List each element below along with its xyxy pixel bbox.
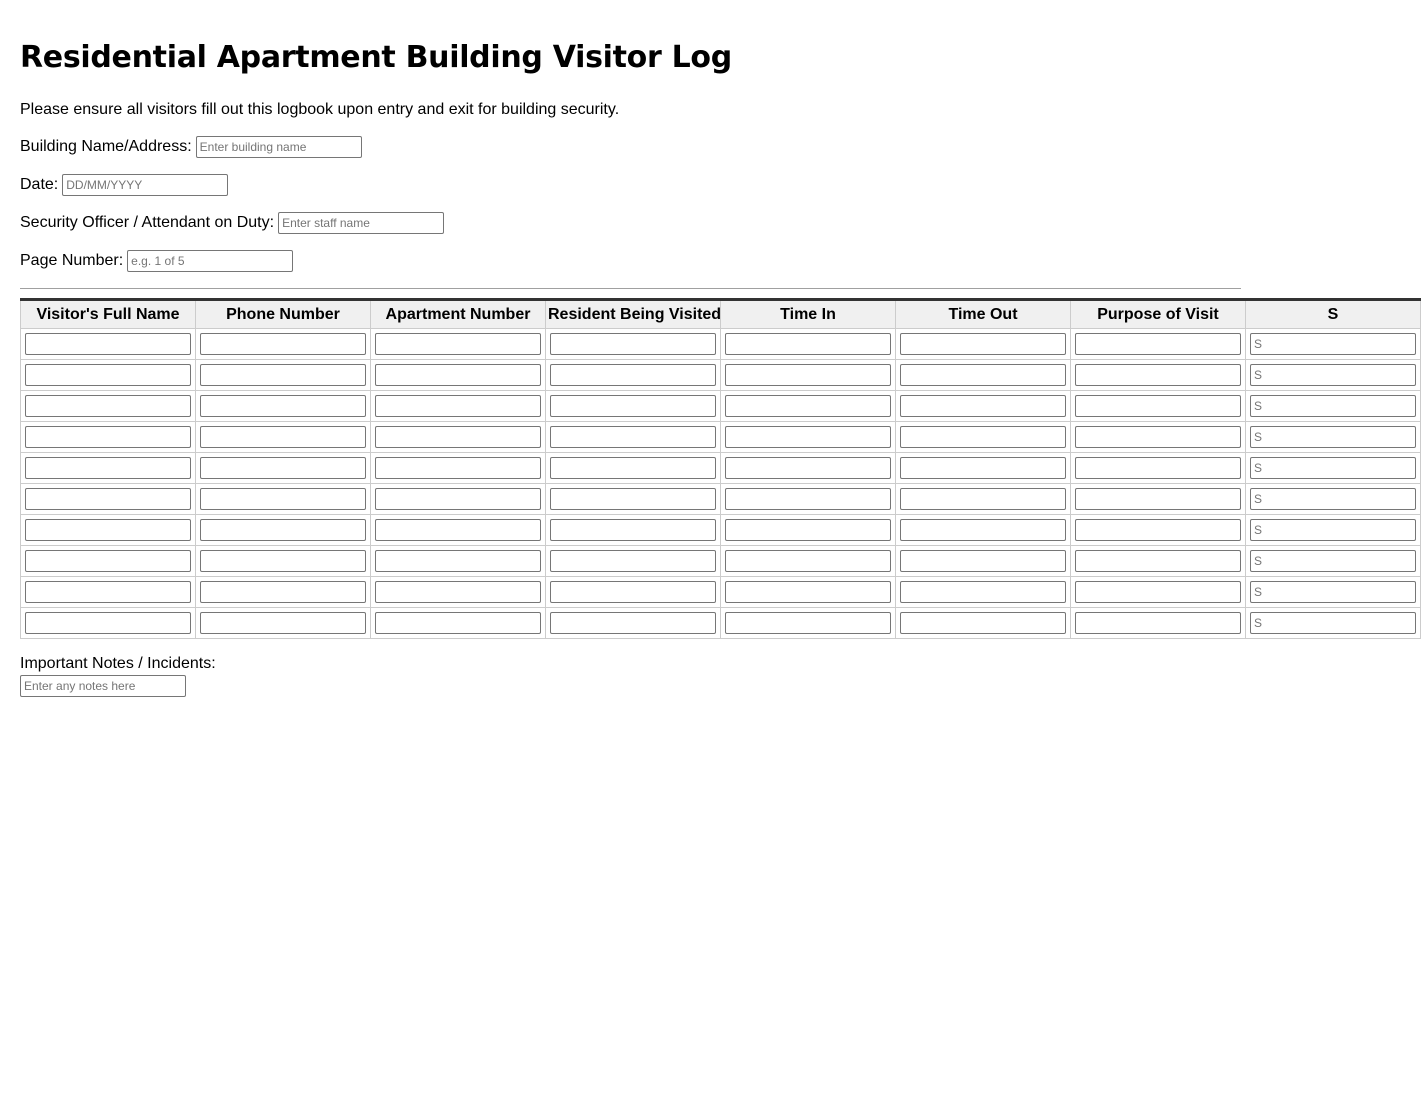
table-row <box>21 453 1421 484</box>
officer-input[interactable] <box>278 212 444 234</box>
table-cell-purpose <box>1071 515 1246 546</box>
table-cell-apartment <box>371 391 546 422</box>
building-field-row <box>20 136 362 158</box>
signature-input[interactable] <box>1250 395 1416 417</box>
resident-input[interactable] <box>550 364 716 386</box>
table-header-row <box>21 300 1421 329</box>
table-cell-purpose <box>1071 391 1246 422</box>
table-cell-time-out <box>896 546 1071 577</box>
time-out-input[interactable] <box>900 333 1066 355</box>
table-cell-time-out <box>896 391 1071 422</box>
visitor-name-input[interactable] <box>25 457 191 479</box>
apartment-input[interactable] <box>375 457 541 479</box>
notes-label: Important Notes / Incidents: <box>20 655 216 672</box>
visitor-name-input[interactable] <box>25 364 191 386</box>
table-body <box>21 329 1421 639</box>
signature-input[interactable] <box>1250 457 1416 479</box>
table-cell-time-out <box>896 608 1071 639</box>
col-header-time-out: Time Out <box>896 300 1071 329</box>
apartment-input[interactable] <box>375 550 541 572</box>
table-cell-purpose <box>1071 484 1246 515</box>
time-out-input[interactable] <box>900 364 1066 386</box>
table-cell-resident <box>546 391 721 422</box>
table-cell-phone <box>196 391 371 422</box>
purpose-input[interactable] <box>1075 395 1241 417</box>
table-cell-resident <box>546 608 721 639</box>
table-cell-purpose <box>1071 453 1246 484</box>
col-header-resident: Resident Being Visited <box>546 300 721 329</box>
time-out-input[interactable] <box>900 519 1066 541</box>
table-cell-resident <box>546 484 721 515</box>
apartment-input[interactable] <box>375 395 541 417</box>
signature-input[interactable] <box>1250 612 1416 634</box>
phone-input[interactable] <box>200 395 366 417</box>
table-cell-purpose <box>1071 422 1246 453</box>
table-cell-time-in <box>721 546 896 577</box>
signature-input[interactable] <box>1250 426 1416 448</box>
page-title: Residential Apartment Building Visitor Log <box>20 40 732 75</box>
table-cell-resident <box>546 453 721 484</box>
time-in-input[interactable] <box>725 395 891 417</box>
resident-input[interactable] <box>550 457 716 479</box>
phone-input[interactable] <box>200 457 366 479</box>
col-header-apartment: Apartment Number <box>371 300 546 329</box>
phone-input[interactable] <box>200 488 366 510</box>
date-field-row <box>20 174 228 196</box>
visitor-name-input[interactable] <box>25 333 191 355</box>
signature-input[interactable] <box>1250 581 1416 603</box>
table-cell-time-in <box>721 329 896 360</box>
table-row <box>21 484 1421 515</box>
table-row <box>21 391 1421 422</box>
visitor-name-input[interactable] <box>25 488 191 510</box>
table-cell-visitor-name <box>21 360 196 391</box>
time-out-input[interactable] <box>900 581 1066 603</box>
visitor-name-input[interactable] <box>25 395 191 417</box>
table-cell-resident <box>546 329 721 360</box>
table-cell-apartment <box>371 484 546 515</box>
table-cell-resident <box>546 546 721 577</box>
table-cell-signature <box>1246 391 1421 422</box>
phone-input[interactable] <box>200 581 366 603</box>
visitor-name-input[interactable] <box>25 581 191 603</box>
intro-text: Please ensure all visitors fill out this logbook upon entry and exit for building security. <box>20 101 620 118</box>
table-cell-time-in <box>721 608 896 639</box>
table-cell-signature <box>1246 546 1421 577</box>
table-cell-apartment <box>371 422 546 453</box>
table-row <box>21 329 1421 360</box>
table-cell-phone <box>196 329 371 360</box>
apartment-input[interactable] <box>375 333 541 355</box>
col-header-phone: Phone Number <box>196 300 371 329</box>
time-in-input[interactable] <box>725 426 891 448</box>
table-cell-phone <box>196 484 371 515</box>
phone-input[interactable] <box>200 333 366 355</box>
col-header-signature: S <box>1246 300 1421 329</box>
purpose-input[interactable] <box>1075 519 1241 541</box>
apartment-input[interactable] <box>375 581 541 603</box>
table-cell-time-in <box>721 577 896 608</box>
table-cell-signature <box>1246 422 1421 453</box>
table-cell-apartment <box>371 329 546 360</box>
table-row <box>21 422 1421 453</box>
resident-input[interactable] <box>550 519 716 541</box>
table-cell-signature <box>1246 329 1421 360</box>
phone-input[interactable] <box>200 519 366 541</box>
page-number-input[interactable] <box>127 250 293 272</box>
table-cell-purpose <box>1071 608 1246 639</box>
notes-input[interactable] <box>20 675 186 697</box>
signature-input[interactable] <box>1250 550 1416 572</box>
table-cell-phone <box>196 577 371 608</box>
table-cell-phone <box>196 608 371 639</box>
table-cell-time-in <box>721 422 896 453</box>
visitor-name-input[interactable] <box>25 426 191 448</box>
phone-input[interactable] <box>200 612 366 634</box>
time-in-input[interactable] <box>725 581 891 603</box>
signature-input[interactable] <box>1250 364 1416 386</box>
table-cell-apartment <box>371 360 546 391</box>
table-cell-phone <box>196 453 371 484</box>
table-cell-visitor-name <box>21 577 196 608</box>
table-cell-visitor-name <box>21 422 196 453</box>
resident-input[interactable] <box>550 395 716 417</box>
resident-input[interactable] <box>550 612 716 634</box>
resident-input[interactable] <box>550 581 716 603</box>
officer-field-row <box>20 212 444 234</box>
table-cell-time-in <box>721 391 896 422</box>
table-cell-visitor-name <box>21 546 196 577</box>
table-row <box>21 546 1421 577</box>
visitor-name-input[interactable] <box>25 550 191 572</box>
building-input[interactable] <box>196 136 362 158</box>
table-cell-visitor-name <box>21 608 196 639</box>
purpose-input[interactable] <box>1075 457 1241 479</box>
table-cell-signature <box>1246 608 1421 639</box>
table-row <box>21 360 1421 391</box>
time-out-input[interactable] <box>900 395 1066 417</box>
purpose-input[interactable] <box>1075 581 1241 603</box>
apartment-input[interactable] <box>375 488 541 510</box>
table-cell-purpose <box>1071 546 1246 577</box>
table-cell-phone <box>196 360 371 391</box>
table-cell-resident <box>546 577 721 608</box>
phone-input[interactable] <box>200 426 366 448</box>
time-in-input[interactable] <box>725 612 891 634</box>
table-cell-purpose <box>1071 329 1246 360</box>
table-cell-time-out <box>896 515 1071 546</box>
resident-input[interactable] <box>550 426 716 448</box>
visitor-name-input[interactable] <box>25 612 191 634</box>
table-cell-visitor-name <box>21 453 196 484</box>
table-row <box>21 577 1421 608</box>
table-cell-purpose <box>1071 360 1246 391</box>
table-cell-time-in <box>721 515 896 546</box>
table-row <box>21 608 1421 639</box>
time-out-input[interactable] <box>900 457 1066 479</box>
resident-input[interactable] <box>550 550 716 572</box>
table-cell-time-out <box>896 577 1071 608</box>
table-cell-resident <box>546 360 721 391</box>
purpose-input[interactable] <box>1075 426 1241 448</box>
col-header-purpose: Purpose of Visit <box>1071 300 1246 329</box>
time-in-input[interactable] <box>725 488 891 510</box>
signature-input[interactable] <box>1250 333 1416 355</box>
col-header-visitor-name: Visitor's Full Name <box>21 300 196 329</box>
table-cell-time-out <box>896 422 1071 453</box>
time-out-input[interactable] <box>900 612 1066 634</box>
table-cell-apartment <box>371 546 546 577</box>
table-cell-signature <box>1246 360 1421 391</box>
time-in-input[interactable] <box>725 550 891 572</box>
col-header-time-in: Time In <box>721 300 896 329</box>
table-cell-time-out <box>896 484 1071 515</box>
section-divider <box>20 288 1241 289</box>
visitor-name-input[interactable] <box>25 519 191 541</box>
table-cell-phone <box>196 546 371 577</box>
purpose-input[interactable] <box>1075 550 1241 572</box>
apartment-input[interactable] <box>375 426 541 448</box>
table-cell-signature <box>1246 515 1421 546</box>
table-cell-apartment <box>371 515 546 546</box>
purpose-input[interactable] <box>1075 364 1241 386</box>
table-cell-time-in <box>721 453 896 484</box>
table-cell-time-out <box>896 329 1071 360</box>
time-out-input[interactable] <box>900 488 1066 510</box>
page-number-label: Page Number: <box>20 252 124 269</box>
table-cell-signature <box>1246 484 1421 515</box>
phone-input[interactable] <box>200 550 366 572</box>
table-row <box>21 515 1421 546</box>
time-in-input[interactable] <box>725 333 891 355</box>
time-out-input[interactable] <box>900 426 1066 448</box>
page-number-field-row <box>20 250 293 272</box>
apartment-input[interactable] <box>375 612 541 634</box>
officer-label: Security Officer / Attendant on Duty: <box>20 214 275 231</box>
table-cell-purpose <box>1071 577 1246 608</box>
table-cell-resident <box>546 422 721 453</box>
table-cell-time-in <box>721 360 896 391</box>
table-cell-phone <box>196 515 371 546</box>
table-cell-apartment <box>371 608 546 639</box>
table-cell-time-in <box>721 484 896 515</box>
table-cell-apartment <box>371 577 546 608</box>
table-cell-time-out <box>896 360 1071 391</box>
table-cell-phone <box>196 422 371 453</box>
signature-input[interactable] <box>1250 488 1416 510</box>
table-cell-apartment <box>371 453 546 484</box>
table-cell-resident <box>546 515 721 546</box>
apartment-input[interactable] <box>375 364 541 386</box>
signature-input[interactable] <box>1250 519 1416 541</box>
table-cell-signature <box>1246 577 1421 608</box>
phone-input[interactable] <box>200 364 366 386</box>
resident-input[interactable] <box>550 488 716 510</box>
time-in-input[interactable] <box>725 519 891 541</box>
table-cell-visitor-name <box>21 391 196 422</box>
purpose-input[interactable] <box>1075 612 1241 634</box>
table-cell-time-out <box>896 453 1071 484</box>
purpose-input[interactable] <box>1075 488 1241 510</box>
time-in-input[interactable] <box>725 364 891 386</box>
purpose-input[interactable] <box>1075 333 1241 355</box>
building-label: Building Name/Address: <box>20 138 192 155</box>
date-input[interactable] <box>62 174 228 196</box>
visitor-log-table <box>20 298 1421 639</box>
resident-input[interactable] <box>550 333 716 355</box>
date-label: Date: <box>20 176 59 193</box>
table-cell-signature <box>1246 453 1421 484</box>
table-cell-visitor-name <box>21 484 196 515</box>
time-out-input[interactable] <box>900 550 1066 572</box>
table-cell-visitor-name <box>21 515 196 546</box>
apartment-input[interactable] <box>375 519 541 541</box>
table-cell-visitor-name <box>21 329 196 360</box>
time-in-input[interactable] <box>725 457 891 479</box>
